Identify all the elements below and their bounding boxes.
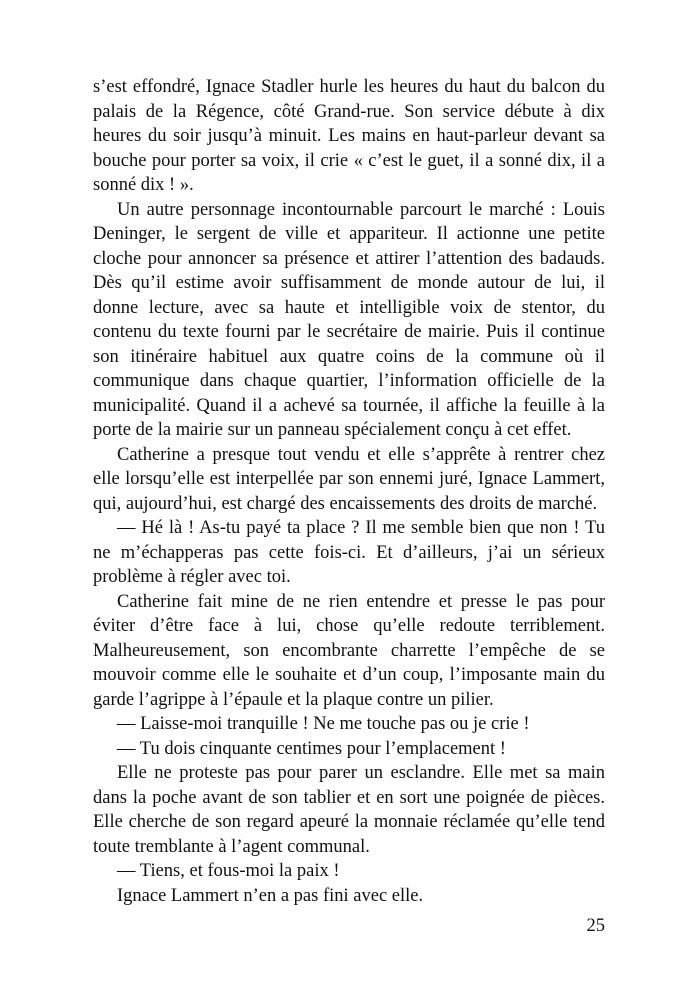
dialogue-paragraph: — Tiens, et fous-moi la paix ! [117,861,340,881]
paragraph: Ignace Lammert n’en a pas fini avec elle. [117,885,424,906]
paragraph: Un autre personnage incontournable parcourt le marché : Louis Deninger, le sergent de ville et appariteur. Il actionne une petite cloche pour annoncer sa présence et attirer l’attention des badauds. Dès qu’il estime avoir suffisamment de monde autour de lui, il donne lecture, avec sa haute et intelligible voix de stentor, du contenu du texte fourni par le secrétaire de mairie. Puis il continue son itinéraire habituel aux quatre coins de la commune où il communique dans chaque quartier, l’information officielle de la municipalité. Quand il a achevé sa tournée, il affiche la feuille à la porte de la mairie sur un panneau spécialement conçu à cet effet. [93,199,605,440]
paragraph: s’est effondré, Ignace Stadler hurle les heures du haut du balcon du palais de la Régence, côté Grand-rue. Son service débute à dix heures du soir jusqu’à minuit. Les mains en haut-parleur devant sa bouche pour porter sa voix, il crie « c’est le guet, il a sonné dix, il a sonné dix ! ». [93,77,605,195]
page-number: 25 [586,916,605,936]
paragraph: Catherine fait mine de ne rien entendre et presse le pas pour éviter d’être face à lui, chose qu’elle redoute terriblement. Malheureusement, son encombrante charrette l’empêche de se mouvoir comme elle le souhaite et d’un coup, l’imposante main du garde l’agrippe à l’épaule et la plaque contre un pilier. [93,591,605,710]
paragraph: Catherine a presque tout vendu et elle s’apprête à rentrer chez elle lorsqu’elle est interpellée par son ennemi juré, Ignace Lammert, qui, aujourd’hui, est chargé des encaissements des droits de marché. [93,444,605,514]
dialogue-paragraph: — Tu dois cinquante centimes pour l’emplacement ! [117,738,506,759]
dialogue-paragraph: — Laisse-moi tranquille ! Ne me touche pas ou je crie ! [117,714,530,734]
paragraph: Elle ne proteste pas pour parer un esclandre. Elle met sa main dans la poche avant de son tablier et en sort une poignée de pièces. Elle cherche de son regard apeuré la monnaie réclamée qu’elle tend toute tremblante à l’agent communal. [93,763,605,857]
dialogue-paragraph: — Hé là ! As-tu payé ta place ? Il me semble bien que non ! Tu ne m’échapperas pas cette fois-ci. Et d’ailleurs, j’ai un sérieux problème à régler avec toi. [93,518,605,587]
body-text [93,75,605,908]
